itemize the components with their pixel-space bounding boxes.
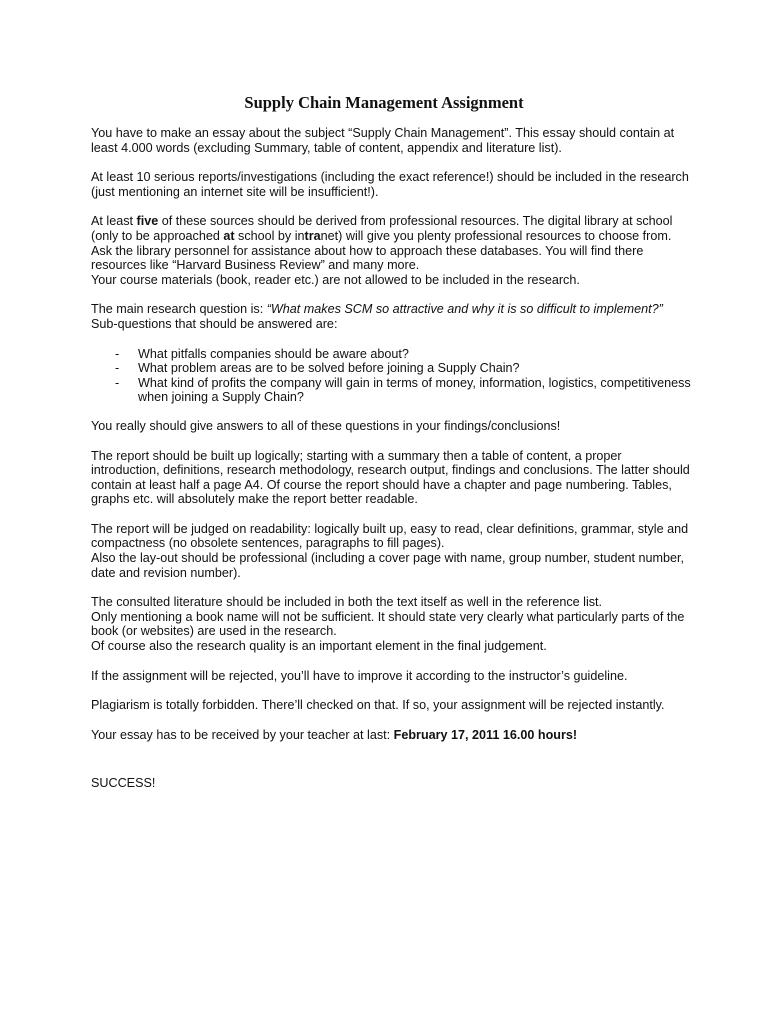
text-line: book (or websites) are used in the research.	[91, 624, 337, 639]
text-line: The report will be judged on readability: logically built up, easy to read, clear definitions, grammar, style and	[91, 521, 689, 536]
text-line: The report should be built up logically; starting with a summary then a table of content, a proper	[91, 448, 622, 463]
text-run: net) will give you plenty professional resources to choose from.	[320, 228, 672, 243]
deadline: February 17, 2011 16.00 hours!	[393, 727, 578, 742]
text-line: date and revision number).	[91, 565, 241, 580]
research-question-paragraph	[91, 302, 731, 331]
document-title: Supply Chain Management Assignment	[244, 93, 524, 112]
text-line: Only mentioning a book name will not be sufficient. It should state very clearly what particularly parts of the	[91, 609, 685, 624]
text-line: You have to make an essay about the subject “Supply Chain Management”. This essay should contain at	[91, 126, 675, 140]
professional-resources-paragraph	[91, 214, 731, 287]
text-line: compactness (no obsolete sentences, paragraphs to fill pages).	[91, 536, 445, 551]
rejection-paragraph: If the assignment will be rejected, you’ll have to improve it according to the instructor’s guideline.	[91, 668, 628, 683]
report-structure-paragraph	[91, 449, 731, 507]
bullet-dash: -	[115, 361, 120, 376]
text-line: (just mentioning an internet site will be insufficient!).	[91, 184, 379, 199]
intro-paragraph	[91, 126, 731, 155]
text-line: Ask the library personnel for assistance about how to approach these databases. You will find there	[91, 243, 644, 258]
text-line: resources like “Harvard Business Review” and many more.	[91, 258, 420, 273]
text-line: Also the lay-out should be professional (including a cover page with name, group number, student number,	[91, 551, 684, 566]
text-line: contain at least half a page A4. Of course the report should have a chapter and page numbering. Tables,	[91, 477, 672, 492]
document-body	[91, 126, 731, 806]
list-item-text: What problem areas are to be solved before joining a Supply Chain?	[138, 361, 520, 376]
text-run: The main research question is:	[91, 302, 267, 317]
text-run: (only to be approached	[91, 228, 224, 243]
literature-paragraph	[91, 595, 731, 653]
text-line: graphs etc. will absolutely make the report better readable.	[91, 492, 418, 507]
main-research-question: “What makes SCM so attractive and why it is so difficult to implement?”	[266, 302, 663, 317]
list-item	[91, 347, 731, 362]
text-line: At least 10 serious reports/investigations (including the exact reference!) should be included in the research	[91, 170, 689, 185]
answers-paragraph: You really should give answers to all of these questions in your findings/conclusions!	[91, 418, 561, 433]
text-line: least 4.000 words (excluding Summary, table of content, appendix and literature list).	[91, 140, 562, 155]
emphasis-five: five	[136, 214, 159, 229]
text-run: Your essay has to be received by your teacher at last:	[91, 727, 394, 742]
closing-text: SUCCESS!	[91, 776, 156, 791]
text-run: At least	[91, 214, 137, 229]
text-run: school by in	[234, 228, 305, 243]
judging-paragraph	[91, 522, 731, 580]
list-item-text: when joining a Supply Chain?	[138, 390, 304, 405]
bullet-dash: -	[115, 346, 120, 361]
bullet-dash: -	[115, 375, 120, 390]
emphasis-at: at	[223, 228, 235, 243]
list-item	[91, 376, 731, 405]
text-run: of these sources should be derived from professional resources. The digital library at school	[158, 214, 673, 229]
emphasis-tra: tra	[304, 228, 321, 243]
list-item-text: What kind of profits the company will gain in terms of money, information, logistics, competitiveness	[138, 375, 691, 390]
text-line: introduction, definitions, research methodology, research output, findings and conclusions. The latter should	[91, 463, 690, 478]
plagiarism-paragraph: Plagiarism is totally forbidden. There’ll checked on that. If so, your assignment will be rejected instantly.	[91, 698, 665, 713]
list-item-text: What pitfalls companies should be aware about?	[138, 346, 409, 361]
deadline-paragraph	[91, 728, 731, 743]
sub-questions-list	[91, 347, 731, 405]
text-line: Sub-questions that should be answered are:	[91, 316, 338, 331]
text-line: The consulted literature should be included in both the text itself as well in the reference list.	[91, 595, 603, 610]
sources-paragraph	[91, 170, 731, 199]
list-item	[91, 361, 731, 376]
text-line: Of course also the research quality is an important element in the final judgement.	[91, 639, 547, 654]
text-line: Your course materials (book, reader etc.) are not allowed to be included in the research.	[91, 272, 580, 287]
